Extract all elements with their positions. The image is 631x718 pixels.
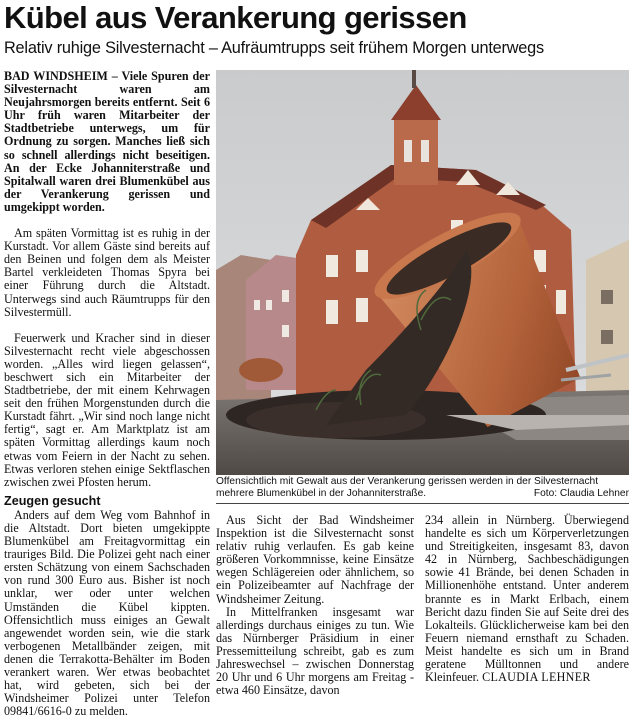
photo-caption-block <box>216 476 629 500</box>
author-byline: CLAUDIA LEHNER <box>482 670 591 685</box>
body-paragraph: Aus Sicht der Bad Windsheimer Inspektion ist die Silvesternacht sonst relativ ruhig verlaufen. Es gab keine größeren Vorkommnisse, keine Einsätze wegen Schlägereien oder ähnlichem, so ein Polizeibeamter auf Nachfrage der Windsheimer Zeitung. <box>216 513 414 606</box>
divider <box>216 503 629 504</box>
body-paragraph-text: 234 allein in Nürnberg. Überwiegend handelte es sich um Körperverletzungen und Streitigkeiten, insgesamt 83, davon 42 in Nürnberg, Sachbeschädigungen sowie 41 Brände, bei denen Schaden in Millionenhöhe entstand. Unter anderem brannte es in Markt Erlbach, einem Bericht dazu finden Sie auf Seite drei des Lokalteils. Glücklicherweise kam bei den Feuern niemand ernsthaft zu Schaden. Meist handelte es sich um in Brand geratene Mülltonnen und andere Kleinfeuer. <box>425 513 629 685</box>
left-column <box>4 70 210 718</box>
body-paragraph: In Mittelfranken insgesamt war allerdings durchaus einiges zu tun. Wie das Nürnberger Präsidium in einer Pressemitteilung schreibt, gab es zum Jahreswechsel – zwischen Donnerstag 20 Uhr und 6 Uhr morgens am Freitag - etwa 460 Einsätze, davon <box>216 604 414 698</box>
article-photo <box>216 70 629 475</box>
right-column <box>425 514 629 684</box>
body-paragraph: Am späten Vormittag ist es ruhig in der Kurstadt. Vor allem Gäste sind bereits auf den Beinen und folgen dem als Meister Bartel verkleideten Thomas Spyra bei einer Führung durch die Altstadt. Unterwegs sind auch Räumtrupps für den Silvestermüll. <box>4 226 210 319</box>
lead-paragraph: BAD WINDSHEIM – Viele Spuren der Silvesternacht waren am Neujahrsmorgen bereits entfernt. Seit 6 Uhr früh waren Mitarbeiter der Stadtbetriebe unterwegs, um für Ordnung zu sorgen. Manches ließ sich so schnell allerdings nicht beseitigen. An der Ecke Johanniterstraße und Spitalwall waren drei Blumenkübel aus der Verankerung gerissen und umgekippt worden. <box>4 69 210 214</box>
body-paragraph: Feuerwerk und Kracher sind in dieser Silvesternacht recht viele abgeschossen worden. „Alles wird liegen gelassen“, beschwert sich ein Mitarbeiter der Stadtbetriebe, der mit einem Kehrwagen seit den frühen Morgenstunden durch die Kurstadt fährt. „Wir sind noch lange nicht fertig“, sagt er. Am Marktplatz ist am späten Vormittag allerdings kaum noch etwas vom Feiern in der Nacht zu sehen. Etwas verloren stehen einige Sektflaschen zwischen zwei Pfosten herum. <box>4 330 210 489</box>
article-headline: Kübel aus Verankerung gerissen <box>4 0 467 35</box>
article-subheadline: Relativ ruhige Silvesternacht – Aufräumtrupps seit frühem Morgen unterwegs <box>4 39 544 57</box>
photo-credit: Foto: Claudia Lehner <box>533 488 629 499</box>
section-heading: Zeugen gesucht <box>4 493 101 508</box>
photo-caption: Offensichtlich mit Gewalt aus der Verankerung gerissen werden in der Silvesternacht mehrere Blumenkübel in der Johanniterstraße. <box>216 476 599 499</box>
middle-column <box>216 514 414 697</box>
body-paragraph <box>425 514 629 684</box>
body-paragraph: Anders auf dem Weg vom Bahnhof in die Altstadt. Dort bieten umgekippte Blumenkübel am Freitagvormittag ein trauriges Bild. Die Polizei geht nach einer ersten Schätzung von einem Sachschaden von rund 300 Euro aus. Bisher ist noch unklar, wer oder unter welchen Umständen die Kübel kippten. Offensichtlich muss einiges an Gewalt angewendet worden sein, wie die stark verbogenen Metallbänder zeigen, mit denen die Terrakotta-Behälter im Boden verankert waren. Wer etwas beobachtet hat, wird gebeten, sich bei der Windsheimer Polizei unter Telefon 09841/6616-0 zu melden. <box>4 507 210 718</box>
